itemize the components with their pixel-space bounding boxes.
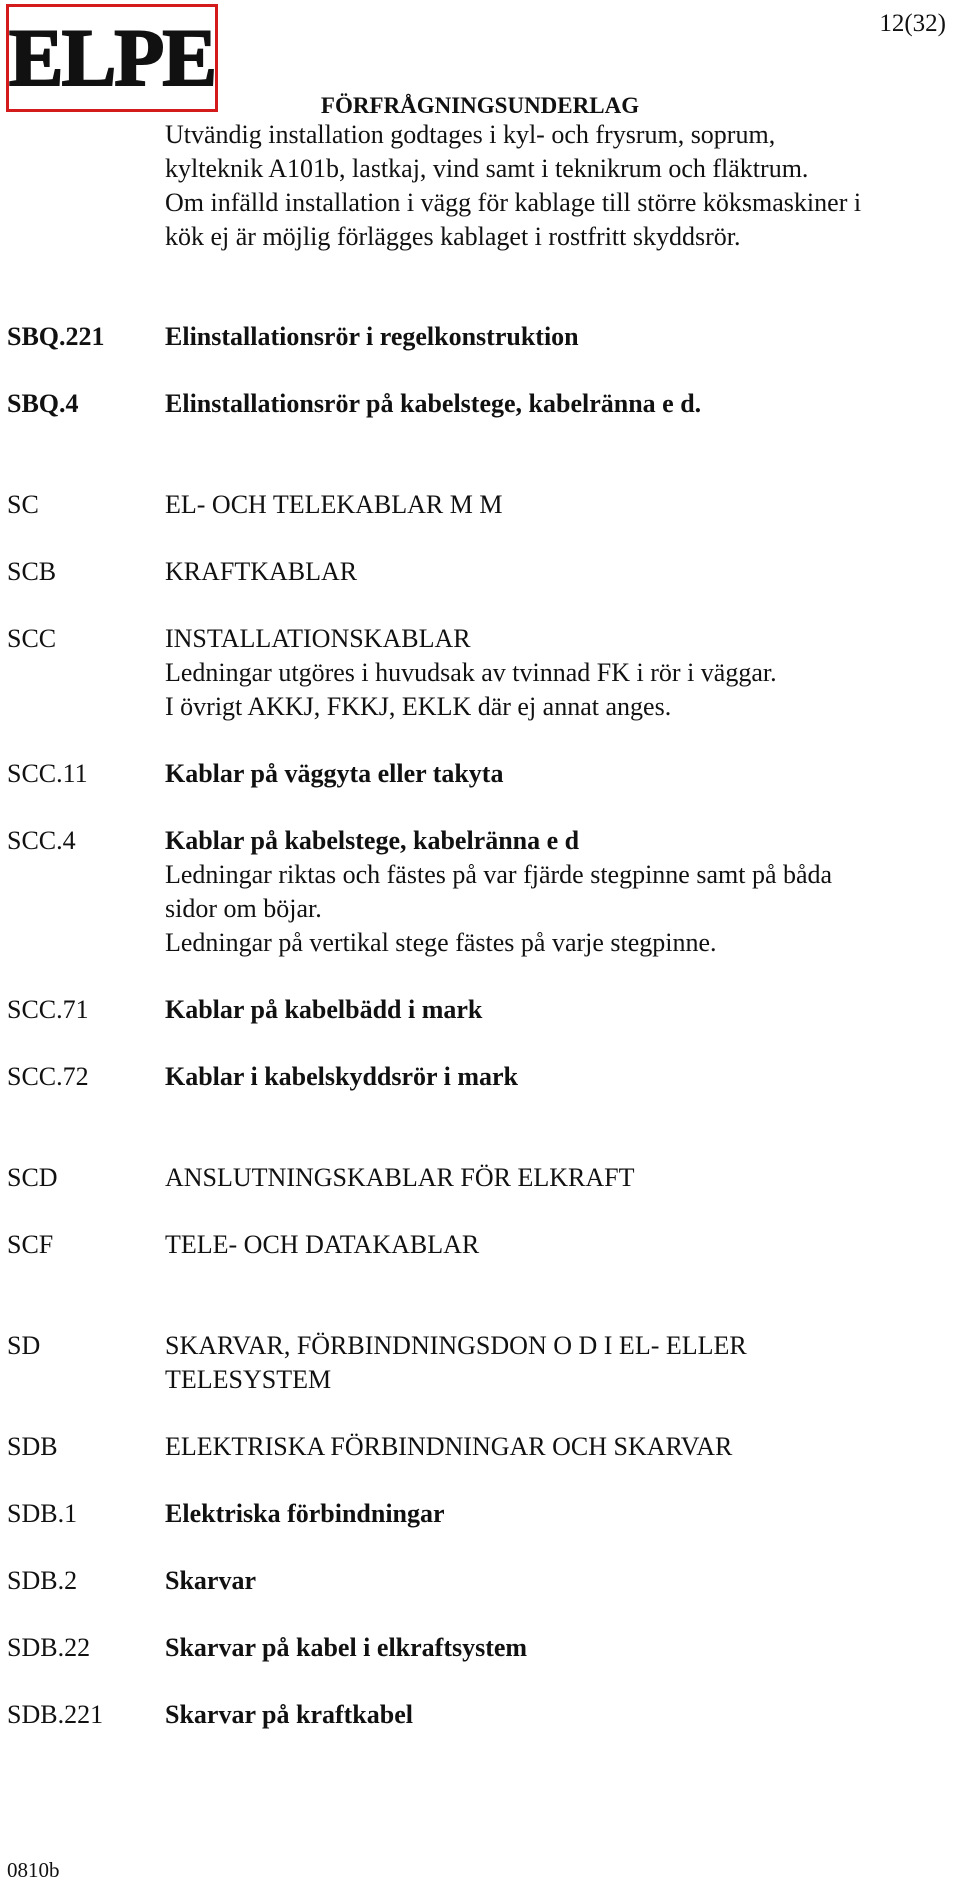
section-title: Skarvar på kabel i elkraftsystem bbox=[165, 1633, 528, 1662]
page-number: 12(32) bbox=[879, 10, 946, 37]
section-title: Kablar på kabelbädd i mark bbox=[165, 995, 483, 1024]
section-body-line: Ledningar riktas och fästes på var fjärde stegpinne samt på båda bbox=[165, 860, 833, 889]
section-code: SCC.4 bbox=[7, 826, 76, 855]
section-title: Skarvar på kraftkabel bbox=[165, 1700, 413, 1729]
svg-text:ELPE: ELPE bbox=[9, 12, 215, 103]
section-code: SCC.11 bbox=[7, 759, 88, 788]
document-title: FÖRFRÅGNINGSUNDERLAG bbox=[320, 93, 640, 118]
section-code: SCF bbox=[7, 1230, 54, 1259]
section-title: Elinstallationsrör på kabelstege, kabelränna e d. bbox=[165, 389, 702, 418]
section-code: SCC bbox=[7, 624, 57, 653]
section-body-line: Ledningar utgöres i huvudsak av tvinnad FK i rör i väggar. bbox=[165, 658, 777, 687]
section-title: Elinstallationsrör i regelkonstruktion bbox=[165, 322, 579, 351]
intro-paragraph bbox=[165, 118, 945, 254]
section-title-continued: TELESYSTEM bbox=[165, 1365, 332, 1394]
section-code: SDB.221 bbox=[7, 1700, 104, 1729]
intro-line: kök ej är möjlig förlägges kablaget i rostfritt skyddsrör. bbox=[165, 222, 741, 251]
section-code: SDB.1 bbox=[7, 1499, 78, 1528]
section-code: SD bbox=[7, 1331, 41, 1360]
section-title: Kablar i kabelskyddsrör i mark bbox=[165, 1062, 518, 1091]
intro-line: kylteknik A101b, lastkaj, vind samt i teknikrum och fläktrum. bbox=[165, 154, 809, 183]
section-title: SKARVAR, FÖRBINDNINGSDON O D I EL- ELLER bbox=[165, 1331, 747, 1360]
section-title: INSTALLATIONSKABLAR bbox=[165, 624, 471, 653]
section-code: SCC.72 bbox=[7, 1062, 89, 1091]
section-body-line: Ledningar på vertikal stege fästes på varje stegpinne. bbox=[165, 928, 717, 957]
section-title: Kablar på kabelstege, kabelränna e d bbox=[165, 826, 580, 855]
intro-line: Om infälld installation i vägg för kablage till större köksmaskiner i bbox=[165, 188, 862, 217]
section-code: SCD bbox=[7, 1163, 58, 1192]
section-code: SDB.22 bbox=[7, 1633, 91, 1662]
section-title: KRAFTKABLAR bbox=[165, 557, 358, 586]
intro-line: Utvändig installation godtages i kyl- och frysrum, soprum, bbox=[165, 120, 776, 149]
section-code: SBQ.4 bbox=[7, 389, 79, 418]
section-title: EL- OCH TELEKABLAR M M bbox=[165, 490, 503, 519]
section-title: ELEKTRISKA FÖRBINDNINGAR OCH SKARVAR bbox=[165, 1432, 733, 1461]
section-title: Elektriska förbindningar bbox=[165, 1499, 445, 1528]
section-code: SBQ.221 bbox=[7, 322, 105, 351]
section-title: Skarvar bbox=[165, 1566, 256, 1595]
section-title: ANSLUTNINGSKABLAR FÖR ELKRAFT bbox=[165, 1163, 635, 1192]
section-title: TELE- OCH DATAKABLAR bbox=[165, 1230, 480, 1259]
section-code: SC bbox=[7, 490, 39, 519]
section-title: Kablar på väggyta eller takyta bbox=[165, 759, 504, 788]
section-code: SCB bbox=[7, 557, 57, 586]
footer-code: 0810b bbox=[7, 1858, 60, 1882]
section-code: SDB bbox=[7, 1432, 58, 1461]
section-body-line: I övrigt AKKJ, FKKJ, EKLK där ej annat anges. bbox=[165, 692, 672, 721]
section-body-line: sidor om böjar. bbox=[165, 894, 322, 923]
section-code: SDB.2 bbox=[7, 1566, 78, 1595]
section-code: SCC.71 bbox=[7, 995, 89, 1024]
